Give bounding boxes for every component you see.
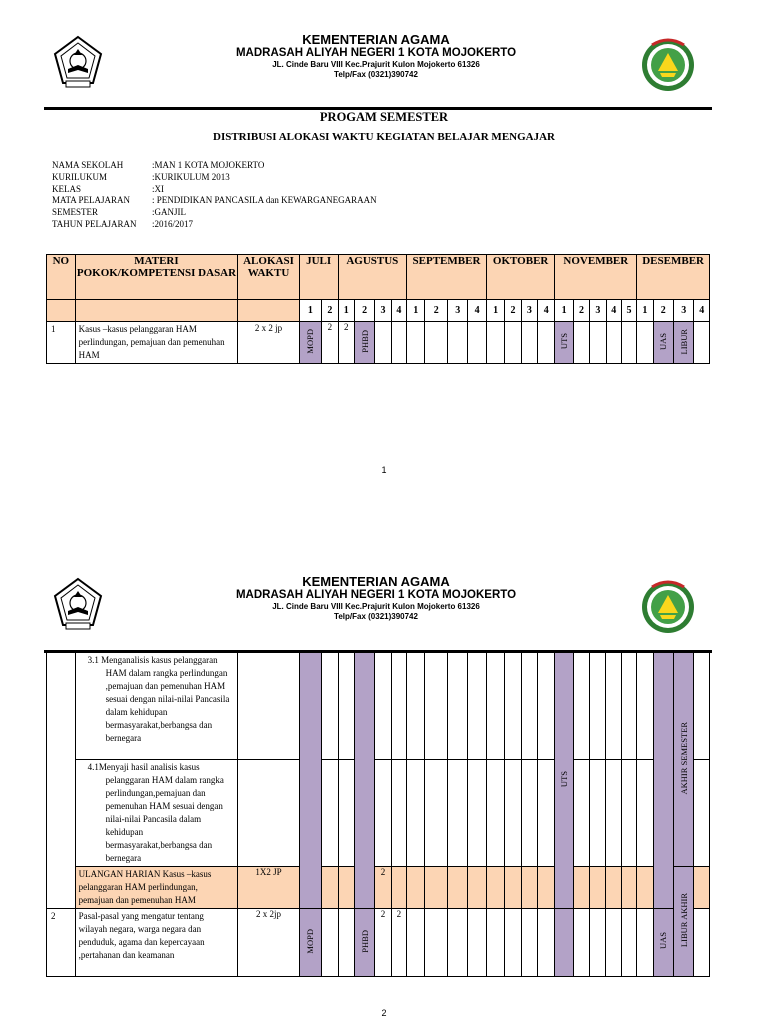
header-ministry: KEMENTERIAN AGAMA [302, 574, 450, 589]
month-juli: JULI [299, 255, 338, 300]
kemenag-emblem-icon [52, 35, 104, 91]
info-key: MATA PELAJARAN [52, 195, 131, 206]
week-header: 5 [621, 300, 636, 322]
week-header: 2 [425, 300, 448, 322]
page-number: 2 [381, 1008, 387, 1018]
table-row [47, 908, 710, 976]
row-no: 1 [47, 322, 76, 364]
week-value: 2 [375, 866, 391, 908]
mopd-label: MOPD [305, 329, 316, 354]
kd-4-1: 4.1Menyaji hasil analisis kasus pelanggaran HAM dalam rangka perlindungan,pemajuan dan pemenuhan HAM sesuai dengan nilai-nilai Pancasila dalam kehidupan bermasyarakat,berbangsa dan bernegara [75, 759, 238, 866]
libur-akhir-label: LIBUR AKHIR [678, 892, 689, 948]
week-header: 1 [338, 300, 354, 322]
week-value: 2 [322, 322, 338, 364]
info-value: :2016/2017 [152, 218, 194, 229]
week-header: 4 [391, 300, 406, 322]
week-header: 2 [505, 300, 521, 322]
document-subtitle: DISTRIBUSI ALOKASI WAKTU KEGIATAN BELAJAR MENGAJAR [213, 131, 555, 143]
week-header: 2 [354, 300, 374, 322]
header-address: JL. Cinde Baru VIII Kec.Prajurit Kulon Mojokerto 61326 [272, 60, 480, 69]
program-table-2 [46, 653, 710, 977]
libur-label: LIBUR [678, 328, 689, 355]
col-no: NO [47, 255, 76, 300]
info-value: : PENDIDIKAN PANCASILA dan KEWARGANEGARAAN [152, 195, 377, 206]
month-november: NOVEMBER [555, 255, 637, 300]
info-key: KELAS [52, 183, 81, 194]
week-header: 4 [468, 300, 486, 322]
program-table-1 [46, 254, 710, 364]
row-materi: Pasal-pasal yang mengatur tentang wilayah negara, warga negara dan penduduk, agama dan kepercayaan ,pertahanan dan keamanan [75, 908, 238, 976]
row-no: 2 [47, 908, 76, 976]
col-alokasi: ALOKASI WAKTU [238, 255, 299, 300]
akhir-semester-label: AKHIR SEMESTER [678, 722, 689, 795]
month-oktober: OKTOBER [486, 255, 555, 300]
week-header: 3 [521, 300, 537, 322]
week-header: 3 [674, 300, 694, 322]
mopd-label: MOPD [305, 928, 316, 954]
uts-label: UTS [559, 333, 570, 350]
letterhead-1 [0, 30, 768, 110]
week-header: 1 [637, 300, 653, 322]
uh-alokasi: 1X2 JP [238, 866, 299, 908]
header-address: JL. Cinde Baru VIII Kec.Prajurit Kulon Mojokerto 61326 [272, 602, 480, 611]
week-header: 2 [653, 300, 673, 322]
info-value: :MAN 1 KOTA MOJOKERTO [152, 160, 265, 170]
uas-label: UAS [658, 332, 669, 350]
row-alokasi: 2 x 2jp [238, 908, 299, 976]
info-key: KURILUKUM [52, 171, 107, 182]
kemenag-emblem-icon [52, 577, 104, 633]
info-value: :KURIKULUM 2013 [152, 171, 230, 182]
kd-3-1: 3.1 Menganalisis kasus pelanggaran HAM dalam rangka perlindungan ,pemajuan dan pemenuhan HAM sesuai dengan nilai-nilai Pancasila dalam kehidupan bermasyarakat,berbangsa dan bernegara [75, 653, 238, 759]
header-ministry: KEMENTERIAN AGAMA [302, 32, 450, 47]
header-school: MADRASAH ALIYAH NEGERI 1 KOTA MOJOKERTO [235, 47, 517, 59]
info-value: :GANJIL [152, 207, 186, 218]
week-header: 1 [299, 300, 322, 322]
info-key: SEMESTER [52, 207, 99, 218]
madrasah-seal-icon [640, 35, 696, 91]
row-alokasi: 2 x 2 jp [238, 322, 299, 364]
week-header: 3 [375, 300, 391, 322]
week-header: 1 [555, 300, 573, 322]
col-materi: MATERI POKOK/KOMPETENSI DASAR [75, 255, 238, 300]
week-header: 2 [322, 300, 338, 322]
uas-label: UAS [658, 932, 669, 950]
month-september: SEPTEMBER [407, 255, 487, 300]
info-value: :XI [152, 183, 164, 194]
madrasah-seal-icon [640, 577, 696, 633]
week-header: 1 [407, 300, 425, 322]
month-agustus: AGUSTUS [338, 255, 407, 300]
info-key: TAHUN PELAJARAN [52, 218, 137, 229]
letterhead-2 [0, 572, 768, 652]
week-header: 2 [573, 300, 589, 322]
week-value: 2 [375, 908, 391, 976]
row-materi: Kasus –kasus pelanggaran HAM perlindungan, pemajuan dan pemenuhan HAM [75, 322, 238, 364]
uh-materi: ULANGAN HARIAN Kasus –kasus pelanggaran HAM perlindungan, pemajuan dan pemenuhan HAM [75, 866, 238, 908]
school-info [52, 160, 377, 231]
week-header: 4 [538, 300, 555, 322]
header-phone: Telp/Fax (0321)390742 [334, 70, 418, 79]
month-desember: DESEMBER [637, 255, 710, 300]
page-number: 1 [381, 465, 387, 475]
week-header: 4 [694, 300, 710, 322]
info-key: NAMA SEKOLAH [52, 160, 124, 170]
week-header: 3 [447, 300, 467, 322]
week-value: 2 [391, 908, 406, 976]
week-header: 3 [590, 300, 606, 322]
table-row [47, 322, 710, 364]
header-phone: Telp/Fax (0321)390742 [334, 612, 418, 621]
uts-label: UTS [559, 771, 570, 788]
document-title: PROGAM SEMESTER [319, 110, 449, 124]
ulangan-harian-row [47, 866, 710, 908]
week-header: 4 [606, 300, 621, 322]
header-school: MADRASAH ALIYAH NEGERI 1 KOTA MOJOKERTO [235, 589, 517, 601]
week-header: 1 [486, 300, 504, 322]
phbd-label: PHBD [359, 330, 370, 353]
week-value: 2 [338, 322, 354, 364]
phbd-label: PHBD [359, 929, 370, 953]
